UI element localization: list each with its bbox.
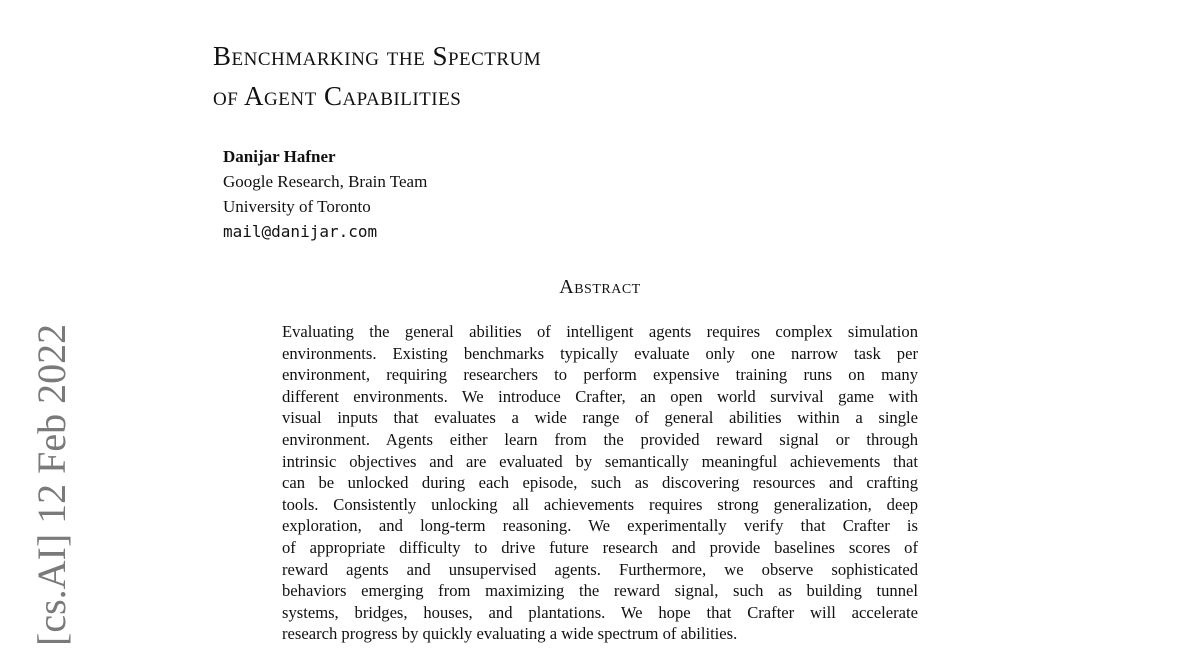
abstract-line: reward agents and unsupervised agents. Furthermore, we observe sophisticated <box>282 559 918 579</box>
abstract-line: different environments. We introduce Crafter, an open world survival game with <box>282 386 918 406</box>
abstract-heading: Abstract <box>559 276 641 298</box>
abstract-line: environments. Existing benchmarks typically evaluate only one narrow task per <box>282 343 918 363</box>
abstract-line: behaviors emerging from maximizing the reward signal, such as building tunnel <box>282 581 918 601</box>
abstract-line: environment, requiring researchers to perform expensive training runs on many <box>282 365 918 385</box>
abstract-line: exploration, and long-term reasoning. We experimentally verify that Crafter is <box>282 516 918 536</box>
abstract-line: can be unlocked during each episode, such as discovering resources and crafting <box>282 473 918 493</box>
abstract-line: systems, bridges, houses, and plantations. We hope that Crafter will accelerate <box>282 602 918 622</box>
paper-title <box>213 36 541 116</box>
arxiv-stamp: [cs.AI] 12 Feb 2022 <box>29 323 74 646</box>
abstract-line: visual inputs that evaluates a wide range of general abilities within a single <box>282 408 918 428</box>
author-name: Danijar Hafner <box>223 147 336 166</box>
paper-title-line-2: of Agent Capabilities <box>213 81 462 111</box>
abstract-line: research progress by quickly evaluating a wide spectrum of abilities. <box>282 624 738 644</box>
abstract-line: Evaluating the general abilities of intelligent agents requires complex simulation <box>282 322 918 341</box>
abstract-line: of appropriate difficulty to drive future research and provide baselines scores of <box>282 537 918 557</box>
author-block <box>223 144 427 244</box>
author-affiliation-2: University of Toronto <box>223 197 371 216</box>
author-affiliation-1: Google Research, Brain Team <box>223 172 428 191</box>
abstract-line: environment. Agents either learn from the provided reward signal or through <box>282 429 918 449</box>
paper-title-line-1: Benchmarking the Spectrum <box>213 41 542 71</box>
abstract-body <box>282 321 918 645</box>
author-email: mail@danijar.com <box>223 222 378 241</box>
abstract-line: tools. Consistently unlocking all achievements requires strong generalization, deep <box>282 494 918 514</box>
abstract-line: intrinsic objectives and are evaluated by semantically meaningful achievements that <box>282 451 918 471</box>
